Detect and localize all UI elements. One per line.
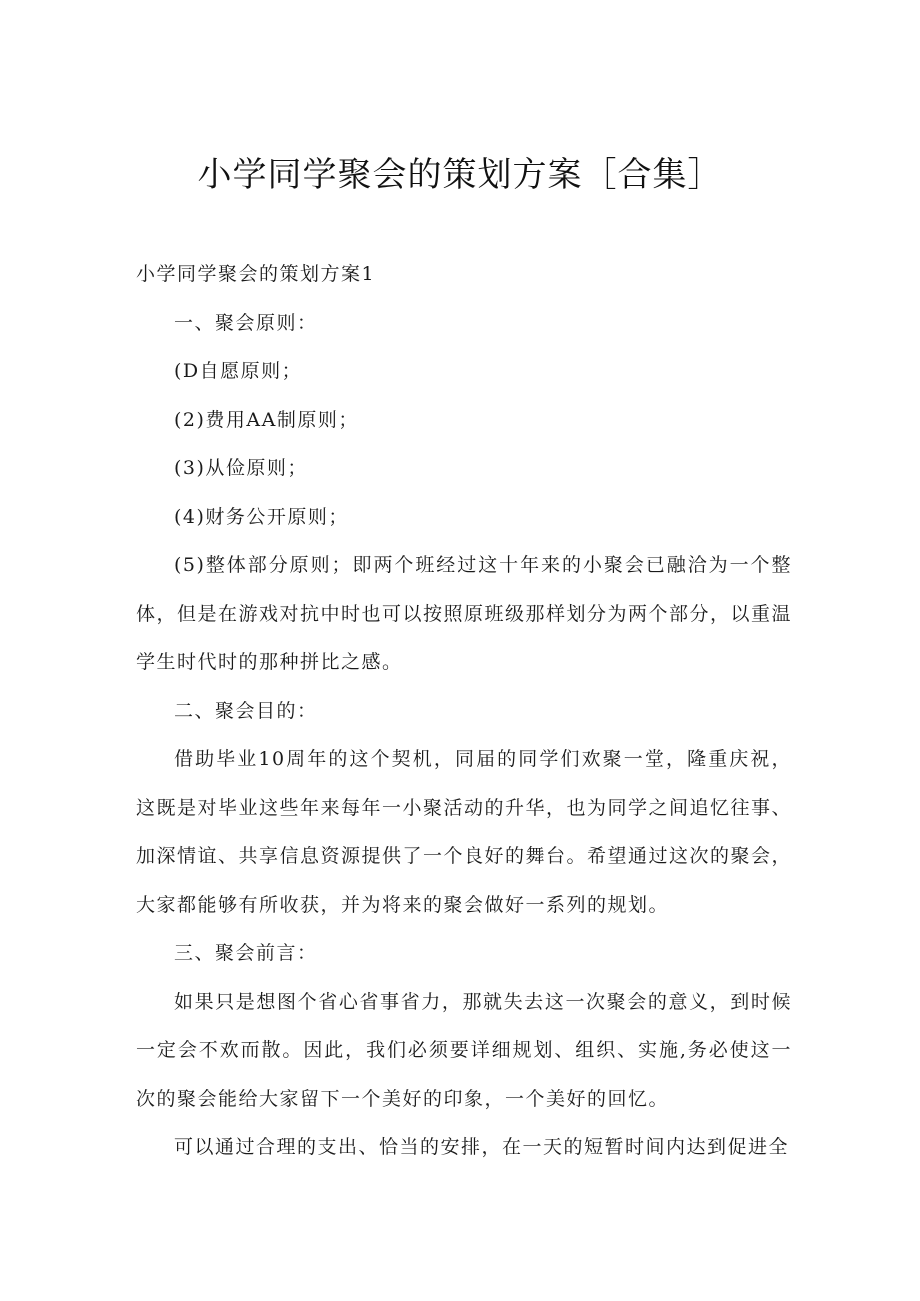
section-heading-purpose: 二、聚会目的： [174,699,318,722]
preface-paragraph-2: 可以通过合理的支出、恰当的安排，在一天的短暂时间内达到促进全 [174,1136,790,1158]
document-body [136,250,792,1172]
principle-item-5-paragraph: (5)整体部分原则；即两个班经过这十年来的小聚会已融洽为一个整体，但是在游戏对抗中时也可以按照原班级那样划分为两个部分，以重温学生时代时的那种拼比之感。 [136,554,793,673]
purpose-paragraph: 借助毕业10周年的这个契机，同届的同学们欢聚一堂，隆重庆祝，这既是对毕业这些年来每年一小聚活动的升华，也为同学之间追忆往事、加深情谊、共享信息资源提供了一个良好的舞台。希望通过这次的聚会，大家都能够有所收获，并为将来的聚会做好一系列的规划。 [136,748,793,916]
principle-item-4: (4)财务公开原则； [174,505,349,528]
sub-heading: 小学同学聚会的策划方案1 [136,263,376,285]
section-heading-preface: 三、聚会前言： [174,942,318,964]
document-title: 小学同学聚会的策划方案［合集］ [197,155,723,195]
section-heading-principles: 一、聚会原则： [174,311,318,334]
preface-paragraph-1: 如果只是想图个省心省事省力，那就失去这一次聚会的意义，到时候一定会不欢而散。因此，我们必须要详细规划、组织、实施,务必使这一次的聚会能给大家留下一个美好的印象，一个美好的回忆。 [136,990,792,1110]
principle-item-3: (3)从俭原则； [174,457,308,479]
principle-item-1: (D自愿原则； [174,360,303,382]
principle-item-2: (2)费用AA制原则； [174,408,359,431]
